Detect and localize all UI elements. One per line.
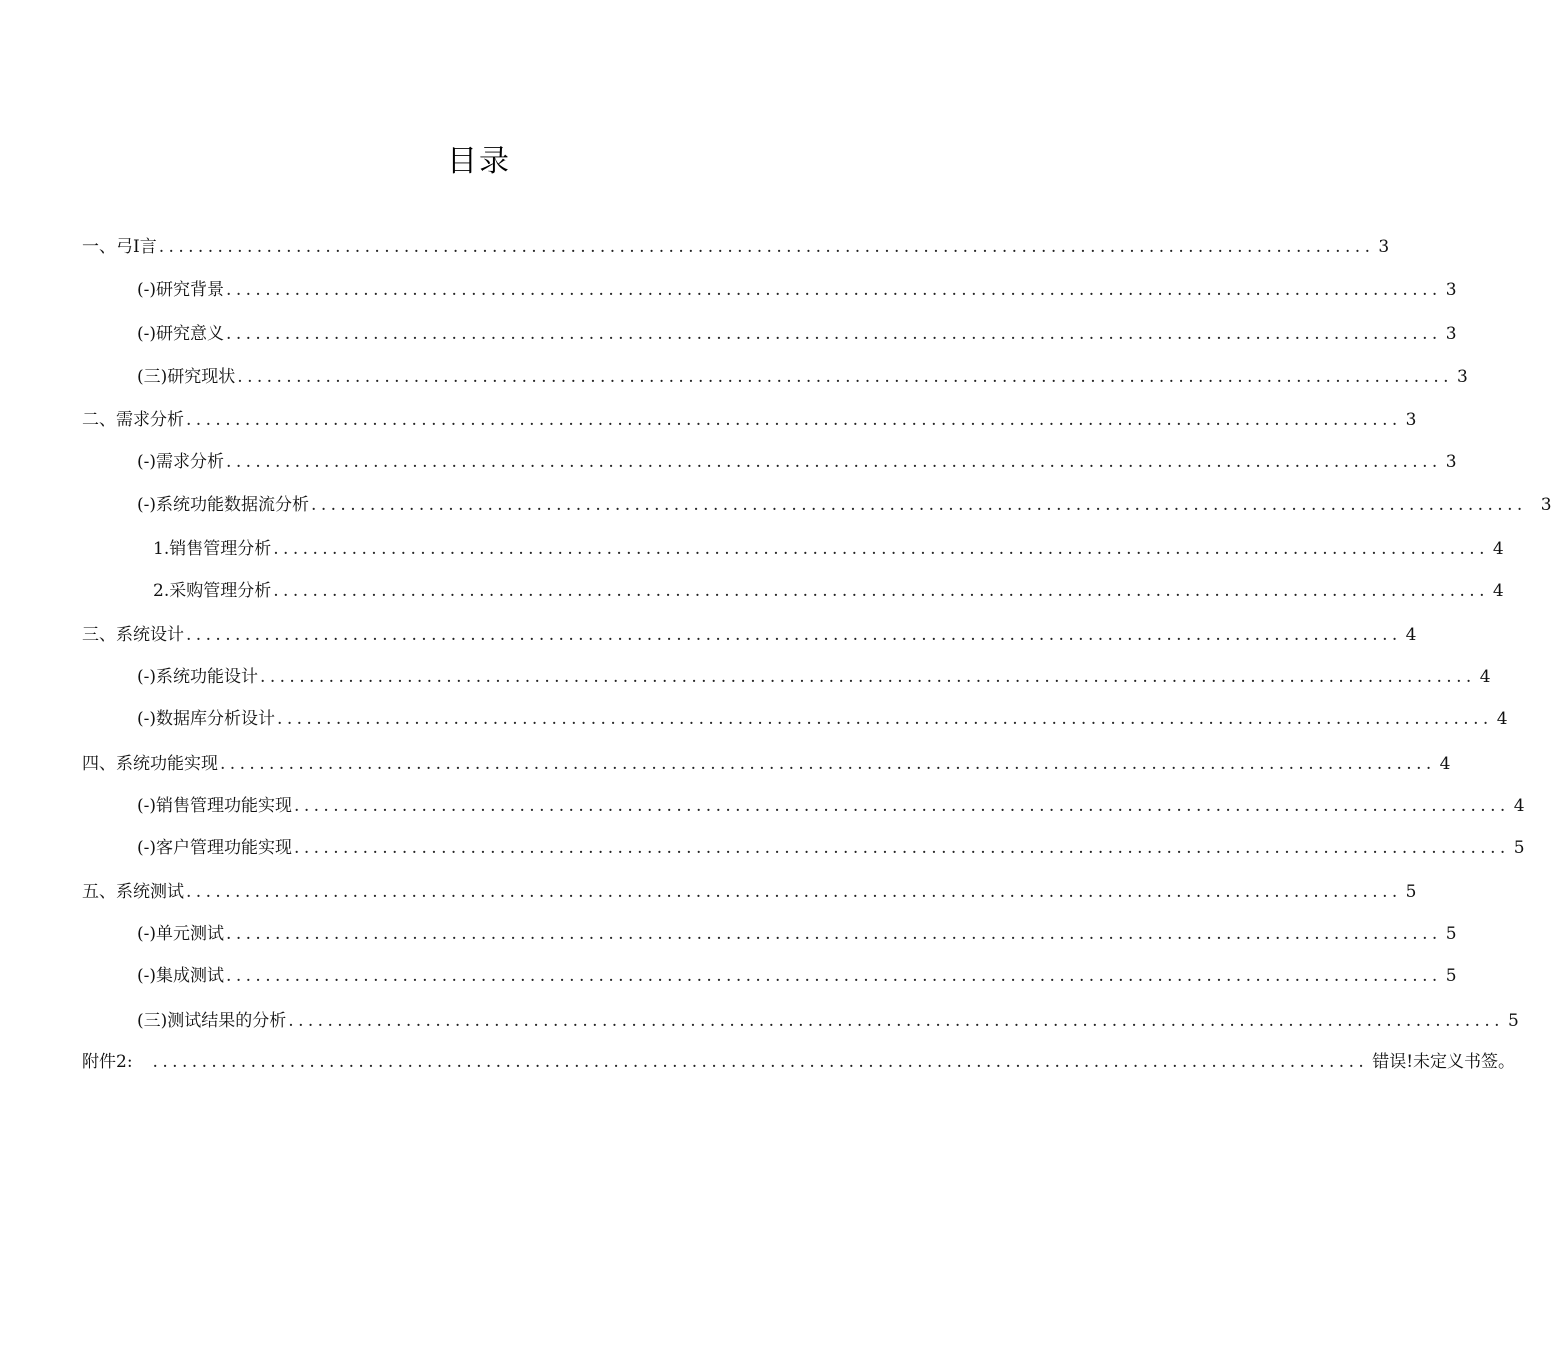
toc-entry-label: 采购管理分析	[169, 581, 272, 601]
toc-entry[interactable]	[137, 278, 1457, 302]
dot-leader: ............................................................................................................................	[186, 625, 1402, 645]
toc-entry-label: 系统功能实现	[116, 754, 218, 774]
toc-entry-label: 单元测试	[156, 924, 225, 944]
toc-entry[interactable]	[137, 450, 1457, 474]
toc-entry-number: 一、	[82, 237, 116, 257]
toc-entry[interactable]	[137, 493, 1552, 517]
toc-entry-label: 系统功能数据流分析	[156, 495, 310, 515]
toc-entry[interactable]	[82, 752, 1451, 776]
toc-entry-label: 集成测试	[156, 966, 225, 986]
toc-entry[interactable]	[82, 880, 1417, 904]
dot-leader: ............................................................................................................................	[158, 237, 1375, 257]
dot-leader: ............................................................................................................................	[226, 324, 1442, 344]
toc-entry-page: 3	[1445, 324, 1457, 344]
toc-entry-label: 系统设计	[116, 625, 184, 645]
toc-entry-label: 弓I言	[116, 237, 157, 257]
toc-entry-page: 3	[1405, 410, 1417, 430]
toc-entry-label: 测试结果的分析	[167, 1011, 287, 1031]
toc-entry-page: 4	[1496, 709, 1508, 729]
toc-entry[interactable]	[153, 537, 1504, 561]
toc-entry[interactable]	[82, 408, 1417, 432]
toc-entry[interactable]	[137, 365, 1468, 389]
toc-entry-number: (-)	[137, 280, 157, 300]
toc-entry[interactable]	[137, 1009, 1519, 1033]
toc-entry-page: 5	[1445, 966, 1457, 986]
toc-entry[interactable]	[137, 665, 1491, 689]
toc-entry[interactable]	[137, 794, 1525, 818]
toc-entry-page: 5	[1513, 838, 1525, 858]
dot-leader: ............................................................................................................................	[226, 280, 1442, 300]
toc-entry[interactable]	[82, 235, 1390, 259]
toc-entry-label: 需求分析	[116, 410, 184, 430]
toc-entry[interactable]	[82, 623, 1417, 647]
toc-entry-number: (-)	[137, 838, 157, 858]
toc-entry-page: 4	[1492, 581, 1504, 601]
toc-entry-page: 4	[1439, 754, 1451, 774]
toc-entry-label: 数据库分析设计	[156, 709, 276, 729]
dot-leader: ............................................................................................................................	[311, 495, 1527, 515]
toc-entry-number: (-)	[137, 667, 157, 687]
toc-entry-number: (-)	[137, 924, 157, 944]
toc-entry-page: 4	[1492, 539, 1504, 559]
dot-leader: ............................................................................................................................	[288, 1011, 1504, 1031]
toc-entry-label: 销售管理功能实现	[156, 796, 293, 816]
appendix-label: 附件2:	[82, 1052, 133, 1072]
toc-entry-page: 5	[1507, 1011, 1519, 1031]
toc-entry-label: 研究背景	[156, 280, 225, 300]
toc-entry-number: (-)	[137, 709, 157, 729]
toc-entry-page: 4	[1513, 796, 1525, 816]
dot-leader: ............................................................................................................................	[277, 709, 1493, 729]
toc-entry-number: 四、	[82, 754, 116, 774]
toc-entry-page: 3	[1456, 367, 1468, 387]
toc-entry-label: 系统测试	[116, 882, 184, 902]
toc-entry-number: (三)	[137, 1011, 168, 1031]
toc-entry-page: 3	[1445, 280, 1457, 300]
toc-entry-number: (-)	[137, 324, 157, 344]
dot-leader: ............................................................................................................................	[294, 838, 1510, 858]
dot-leader: ............................................................................................................................	[226, 924, 1442, 944]
toc-entry-number: 2.	[153, 581, 170, 601]
toc-entry-label: 系统功能设计	[156, 667, 259, 687]
toc-entry[interactable]	[153, 579, 1504, 603]
bookmark-error-text: 错误!未定义书签。	[1372, 1052, 1516, 1072]
toc-entry-number: (-)	[137, 452, 157, 472]
toc-entry-number: (-)	[137, 966, 157, 986]
dot-leader: ............................................................................................................................	[220, 754, 1436, 774]
toc-entry-page: 4	[1479, 667, 1491, 687]
dot-leader: ............................................................................................................................	[186, 882, 1402, 902]
toc-entry-label: 需求分析	[156, 452, 225, 472]
dot-leader: ............................................................................................................................	[273, 581, 1489, 601]
toc-entry[interactable]	[137, 836, 1525, 860]
toc-entry-label: 研究现状	[167, 367, 236, 387]
toc-entry[interactable]	[137, 922, 1457, 946]
dot-leader: ............................................................................................................................	[152, 1052, 1369, 1072]
appendix-entry[interactable]	[82, 1050, 1516, 1074]
toc-entry-number: 五、	[82, 882, 116, 902]
dot-leader: ............................................................................................................................	[186, 410, 1402, 430]
dot-leader: ............................................................................................................................	[273, 539, 1489, 559]
toc-entry-page: 3	[1445, 452, 1457, 472]
toc-entry-page: 3	[1378, 237, 1390, 257]
toc-entry-number: 二、	[82, 410, 116, 430]
toc-entry-number: 1.	[153, 539, 170, 559]
dot-leader: ............................................................................................................................	[226, 452, 1442, 472]
dot-leader: ............................................................................................................................	[260, 667, 1476, 687]
dot-leader: ............................................................................................................................	[226, 966, 1442, 986]
dot-leader: ............................................................................................................................	[294, 796, 1510, 816]
toc-entry[interactable]	[137, 322, 1457, 346]
toc-entry-label: 研究意义	[156, 324, 225, 344]
toc-entry[interactable]	[137, 707, 1508, 731]
toc-entry[interactable]	[137, 964, 1457, 988]
page-title: 目录	[447, 144, 511, 179]
toc-entry-number: (三)	[137, 367, 168, 387]
toc-entry-number: (-)	[137, 495, 157, 515]
dot-leader: ............................................................................................................................	[237, 367, 1453, 387]
toc-entry-number: 三、	[82, 625, 116, 645]
toc-entry-page: 5	[1445, 924, 1457, 944]
toc-entry-page: 4	[1405, 625, 1417, 645]
toc-entry-label: 销售管理分析	[169, 539, 272, 559]
toc-entry-page: 5	[1405, 882, 1417, 902]
toc-entry-number: (-)	[137, 796, 157, 816]
toc-entry-page: 3	[1540, 495, 1552, 515]
toc-entry-label: 客户管理功能实现	[156, 838, 293, 858]
